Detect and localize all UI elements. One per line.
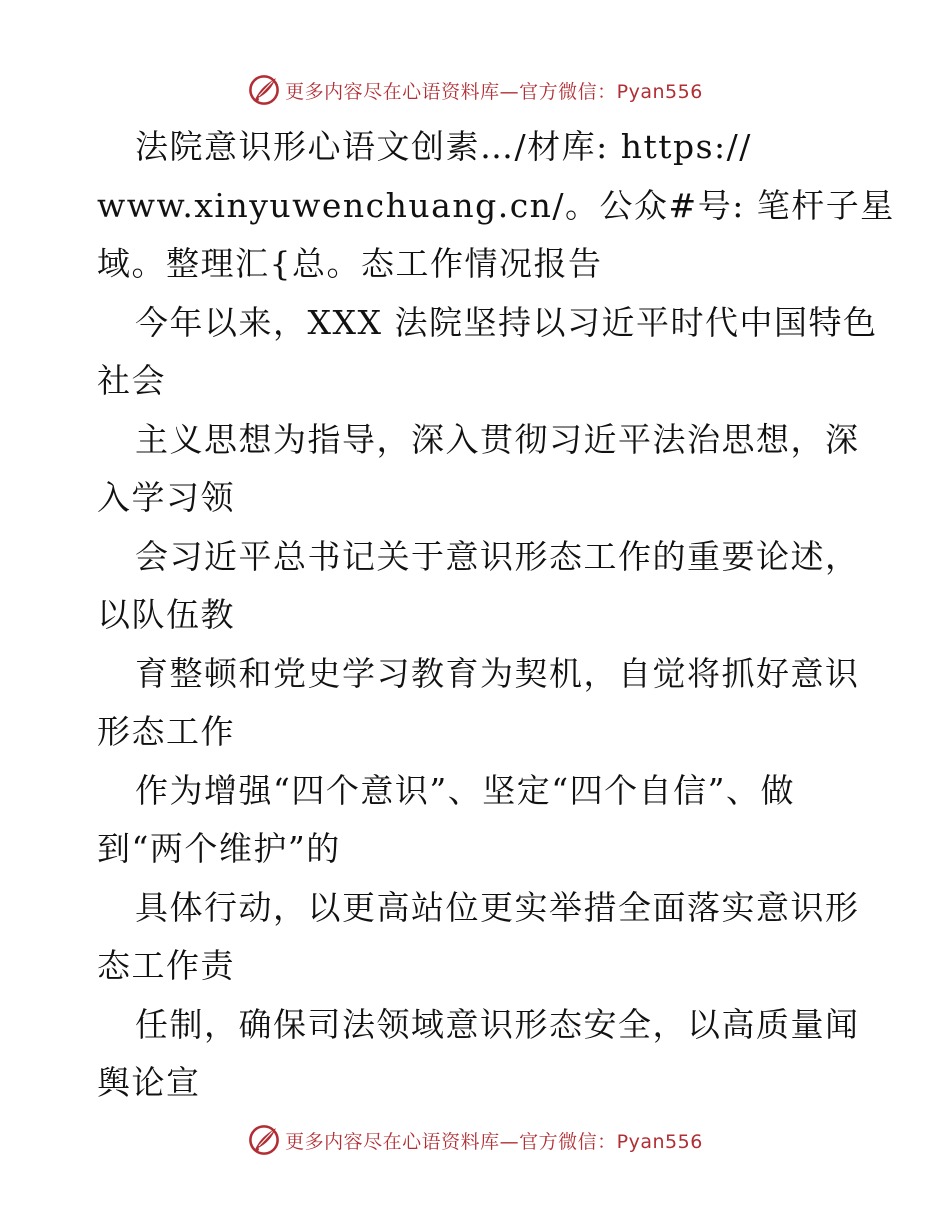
footer-banner — [0, 1120, 950, 1160]
text-line: www.xinyuwenchuang.cn/。公众#号: 笔杆子星 — [97, 185, 895, 225]
feather-pen-logo-icon — [247, 73, 281, 107]
document-body — [97, 118, 895, 1113]
footer-banner-text: 更多内容尽在心语资料库—官方微信：Pyan556 — [285, 1130, 703, 1153]
text-line: 形态工作 — [97, 712, 235, 751]
header-banner — [0, 70, 950, 110]
text-line: 域。整理汇{总。态工作情况报告 — [97, 244, 603, 283]
text-line: 任制，确保司法领域意识形态安全，以高质量闻 — [135, 1004, 860, 1044]
text-line: 以队伍教 — [97, 595, 235, 634]
text-line: 具体行动，以更高站位更实举措全面落实意识形 — [135, 887, 860, 927]
text-line: 社会 — [97, 361, 166, 400]
header-banner-text: 更多内容尽在心语资料库—官方微信：Pyan556 — [285, 80, 703, 103]
text-line: 舆论宣 — [97, 1063, 201, 1102]
text-line: 入学习领 — [97, 478, 235, 517]
text-line: 今年以来，XXX 法院坚持以习近平时代中国特色 — [135, 302, 878, 342]
text-line: 到“两个维护”的 — [97, 829, 341, 868]
text-line: 会习近平总书记关于意识形态工作的重要论述， — [135, 536, 860, 576]
text-line: 主义思想为指导，深入贯彻习近平法治思想，深 — [135, 419, 860, 459]
text-line: 法院意识形心语文创素…/材库: https:// — [135, 127, 752, 166]
text-line: 育整顿和党史学习教育为契机，自觉将抓好意识 — [135, 653, 860, 693]
text-line: 态工作责 — [97, 946, 235, 985]
text-line: 作为增强“四个意识”、坚定“四个自信”、做 — [135, 770, 795, 810]
feather-pen-logo-icon — [247, 1123, 281, 1157]
